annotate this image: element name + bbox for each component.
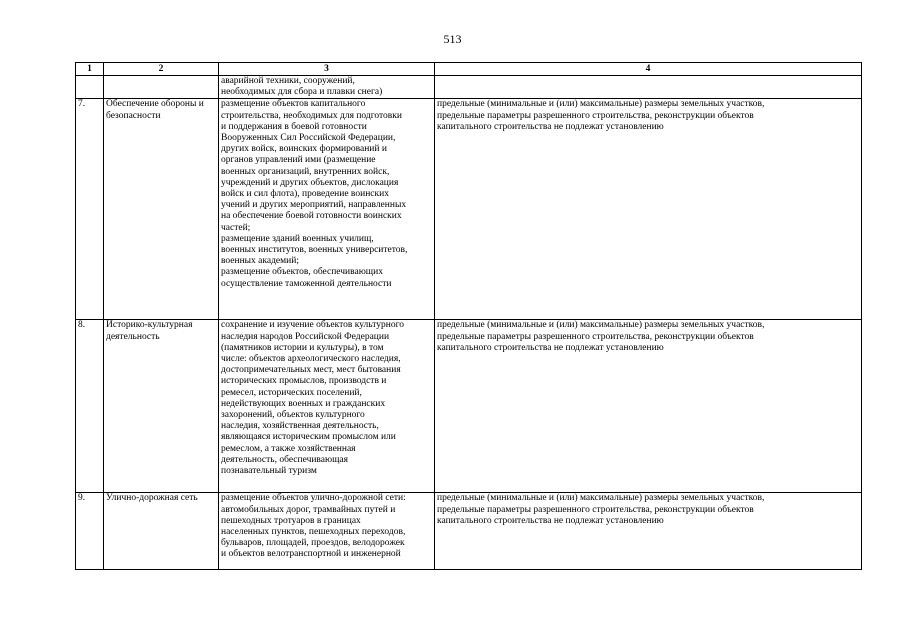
text-line: предельные параметры разрешенного строительства, реконструкции объектов [437,504,754,515]
text-line: других войск, воинских формирований и [221,144,387,155]
text-line: военных организаций, внутренних войск, [221,166,390,177]
text-line: автомобильных дорог, трамвайных путей и [221,504,396,515]
cell-num [76,76,104,99]
text-line: на обеспечение боевой готовности воинских [221,211,402,222]
header-col-2: 2 [104,63,219,76]
text-line: Вооруженных Сил Российской Федерации, [221,133,396,144]
text-line: безопасности [106,110,161,121]
text-line: познавательный туризм [221,466,317,477]
text-line: деятельность, обеспечивающая [221,454,349,465]
text-line: строительства, необходимых для подготовки [221,110,402,121]
cell-params [435,320,862,493]
text-line: и поддержания в боевой готовности [221,121,367,132]
text-line: и объектов велотранспортной и инженерной [221,549,401,560]
text-line: необходимых для сбора и плавки снега) [221,87,383,98]
text-line: Обеспечение обороны и [106,99,204,110]
text-line: предельные (минимальные и (или) максимальные) размеры земельных участков, [437,99,765,110]
text-line: размещение объектов, обеспечивающих [221,267,383,278]
text-line: недействующих военных и гражданских [221,398,386,409]
text-line: аварийной техники, сооружений, [221,76,355,86]
cell-params [435,99,862,320]
text-line: (памятников истории и культуры), в том [221,342,384,353]
table-row [76,320,862,493]
text-line: Историко-культурная [106,320,193,331]
text-line: предельные (минимальные и (или) максимальные) размеры земельных участков, [437,320,765,331]
cell-num: 7. [76,99,104,320]
text-line: бульваров, площадей, проездов, велодорожек [221,538,405,549]
table-row [76,99,862,320]
text-line: размещение объектов улично-дорожной сети: [221,493,406,504]
cell-num: 8. [76,320,104,493]
cell-description [219,493,435,570]
text-line: пешеходных тротуаров в границах [221,515,361,526]
text-line: захоронений, объектов культурного [221,410,365,421]
text-line: капитального строительства не подлежат установлению [437,515,664,526]
text-line: наследия, хозяйственная деятельность, [221,421,379,432]
text-line: военных институтов, военных университетов, [221,245,408,256]
text-line: являющаяся историческим промыслом или [221,432,396,443]
header-col-3: 3 [219,63,435,76]
text-line: исторических промыслов, производств и [221,376,387,387]
cell-params [435,76,862,99]
cell-num: 9. [76,493,104,570]
text-line: частей; [221,222,251,233]
text-line: военных академий; [221,256,299,267]
table-row-continuation [76,76,862,99]
page-number: 513 [443,32,462,46]
text-line: предельные параметры разрешенного строительства, реконструкции объектов [437,110,754,121]
text-line: ремесел, исторических поселений, [221,387,362,398]
text-line: предельные (минимальные и (или) максимальные) размеры земельных участков, [437,493,765,504]
header-col-4: 4 [435,63,862,76]
text-line: органов управлений ими (размещение [221,155,376,166]
cell-description [219,320,435,493]
text-line: ремеслом, а также хозяйственная [221,443,356,454]
text-line: размещение объектов капитального [221,99,366,110]
zoning-table [75,62,862,570]
text-line: числе: объектов археологического наследия, [221,354,401,365]
text-line: войск и сил флота), проведение воинских [221,189,389,200]
text-line: капитального строительства не подлежат установлению [437,342,664,353]
text-line: сохранение и изучение объектов культурного [221,320,405,331]
cell-name [104,320,219,493]
header-row [76,63,862,76]
text-line: наследия народов Российской Федерации [221,331,390,342]
text-line: предельные параметры разрешенного строительства, реконструкции объектов [437,331,754,342]
text-line: осуществление таможенной деятельности [221,278,392,289]
text-line: населенных пунктов, пешеходных переходов, [221,527,406,538]
cell-name [104,76,219,99]
cell-description [219,76,435,99]
cell-name [104,99,219,320]
header-col-1: 1 [76,63,104,76]
cell-params [435,493,862,570]
cell-description [219,99,435,320]
text-line: Улично-дорожная сеть [106,493,198,504]
text-line: достопримечательных мест, мест бытования [221,365,401,376]
text-line: учений и других мероприятий, направленных [221,200,407,211]
text-line: деятельность [106,331,160,342]
text-line: размещение зданий военных училищ, [221,233,374,244]
text-line: капитального строительства не подлежат установлению [437,121,664,132]
cell-name [104,493,219,570]
table-row [76,493,862,570]
text-line: учреждений и других объектов, дислокация [221,177,399,188]
